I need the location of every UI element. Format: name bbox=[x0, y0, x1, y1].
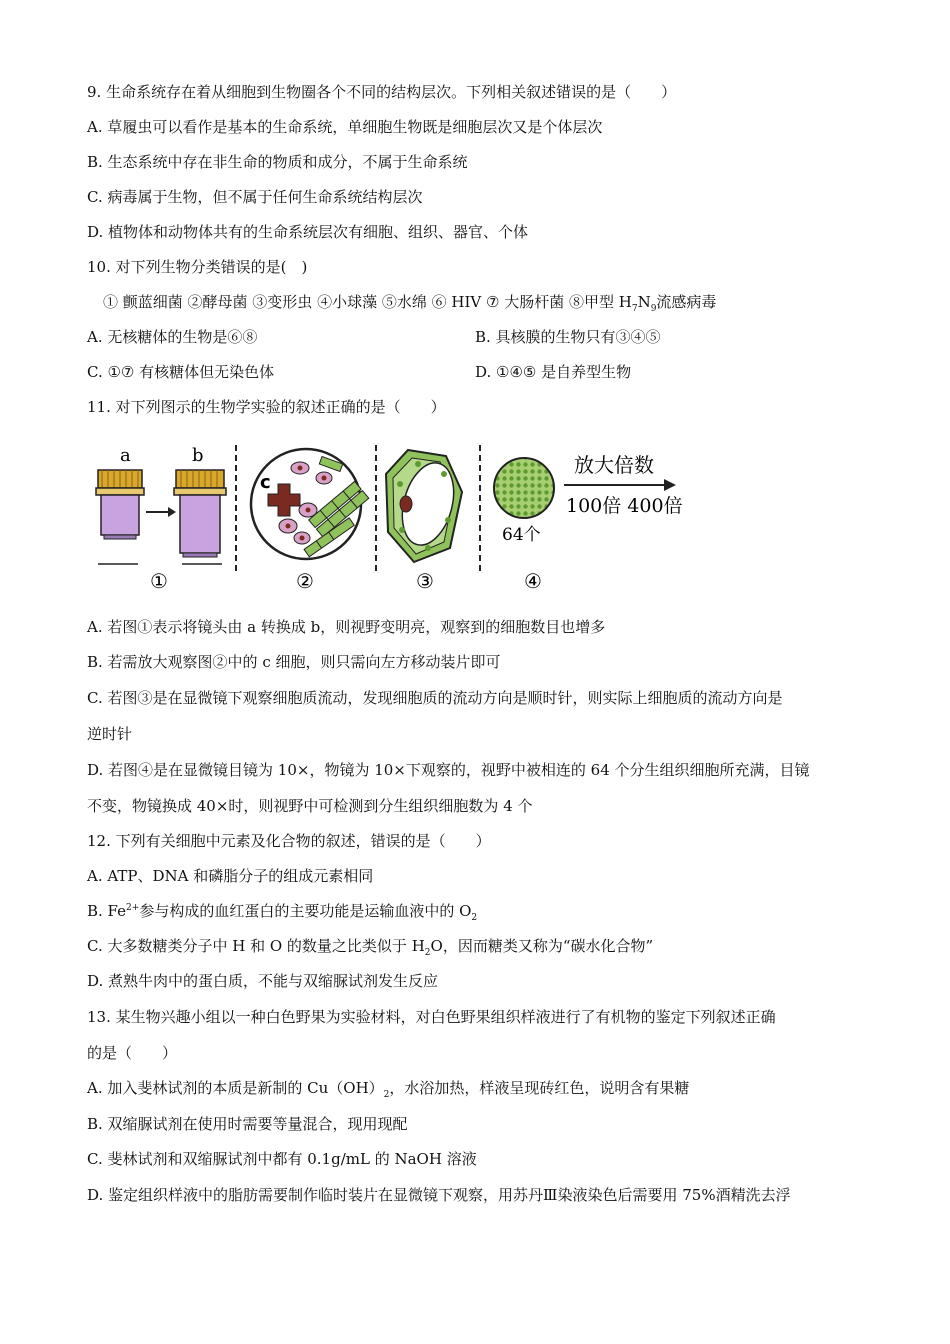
q12-option-d: D. 煮熟牛肉中的蛋白质，不能与双缩脲试剂发生反应 bbox=[87, 972, 439, 990]
magnification-values: 100倍 400倍 bbox=[566, 495, 683, 517]
q11-option-d-line2: 不变，物镜换成 40×时，则视野中可检测到分生组织细胞数为 4 个 bbox=[87, 797, 533, 815]
lens-a-body bbox=[101, 495, 139, 535]
q10-stem: 10. 对下列生物分类错误的是( ) bbox=[87, 258, 308, 276]
lens-a-label: a bbox=[120, 445, 131, 466]
q9-stem: 9. 生命系统存在着从细胞到生物圈各个不同的结构层次。下列相关叙述错误的是（ ） bbox=[87, 83, 677, 101]
q11-stem: 11. 对下列图示的生物学实验的叙述正确的是（ ） bbox=[87, 398, 446, 416]
q11-option-c-line1: C. 若图③是在显微镜下观察细胞质流动，发现细胞质的流动方向是顺时针，则实际上细胞质的流动方向是 bbox=[87, 689, 783, 707]
q13-option-c: C. 斐林试剂和双缩脲试剂中都有 0.1g/mL 的 NaOH 溶液 bbox=[87, 1150, 477, 1168]
cell-c-label: c bbox=[260, 472, 271, 493]
q12-option-a: A. ATP、DNA 和磷脂分子的组成元素相同 bbox=[87, 867, 374, 885]
panel-1-lenses bbox=[96, 445, 226, 593]
q10-option-a: A. 无核糖体的生物是⑥⑧ bbox=[87, 328, 258, 346]
q11-option-b: B. 若需放大观察图②中的 c 细胞，则只需向左方移动装片即可 bbox=[87, 653, 501, 671]
q12-stem: 12. 下列有关细胞中元素及化合物的叙述，错误的是（ ） bbox=[87, 832, 491, 850]
q12-option-c: C. 大多数糖类分子中 H 和 O 的数量之比类似于 $H_2O$，因而糖类又称为“碳水化合物” bbox=[87, 937, 654, 958]
q11-experiment-figure bbox=[88, 440, 688, 598]
lens-b-label: b bbox=[192, 445, 204, 466]
panel-3-label: ③ bbox=[416, 569, 434, 593]
q9-option-c: C. 病毒属于生物，但不属于任何生命系统结构层次 bbox=[87, 188, 423, 206]
panel-4-label: ④ bbox=[524, 569, 542, 593]
lens-b-body bbox=[180, 495, 220, 553]
q13-option-a: A. 加入斐林试剂的本质是新制的 $Cu(OH)_2$，水浴加热，样液呈现砖红色，说明含有果糖 bbox=[87, 1079, 690, 1100]
q13-stem-line1: 13. 某生物兴趣小组以一种白色野果为实验材料，对白色野果组织样液进行了有机物的鉴定下列叙述正确 bbox=[87, 1008, 776, 1026]
q11-option-c-line2: 逆时针 bbox=[87, 725, 133, 743]
q10-option-d: D. ①④⑤ 是自养型生物 bbox=[475, 363, 632, 381]
panel-3-plant-cell bbox=[386, 450, 462, 593]
q12-option-b: B. $Fe^{2+}$参与构成的血红蛋白的主要功能是运输血液中的 $O_2$ bbox=[87, 902, 478, 923]
q9-option-a: A. 草履虫可以看作是基本的生命系统，单细胞生物既是细胞层次又是个体层次 bbox=[87, 118, 603, 136]
nucleus bbox=[400, 496, 412, 512]
q9-option-d: D. 植物体和动物体共有的生命系统层次有细胞、组织、器官、个体 bbox=[87, 223, 529, 241]
panel-4-tissue bbox=[494, 453, 683, 593]
q10-organism-list: ① 颤蓝细菌 ②酵母菌 ③变形虫 ④小球藻 ⑤水绵 ⑥ HIV ⑦ 大肠杆菌 ⑧甲型 $H_7N_9$流感病毒 bbox=[103, 293, 717, 314]
cell-count: 64个 bbox=[502, 525, 541, 545]
q10-option-b: B. 具核膜的生物只有③④⑤ bbox=[475, 328, 661, 346]
q13-option-d: D. 鉴定组织样液中的脂肪需要制作临时装片在显微镜下观察，用苏丹Ⅲ染液染色后需要用 75%酒精洗去浮 bbox=[87, 1186, 791, 1204]
q13-option-b: B. 双缩脲试剂在使用时需要等量混合，现用现配 bbox=[87, 1115, 408, 1133]
q9-option-b: B. 生态系统中存在非生命的物质和成分，不属于生命系统 bbox=[87, 153, 468, 171]
q13-stem-line2: 的是（ ） bbox=[87, 1044, 178, 1062]
panel-1-label: ① bbox=[150, 569, 168, 593]
meristem-field bbox=[494, 458, 554, 518]
panel-2-label: ② bbox=[296, 569, 314, 593]
q11-option-a: A. 若图①表示将镜头由 a 转换成 b，则视野变明亮，观察到的细胞数目也增多 bbox=[87, 618, 606, 636]
q10-option-c: C. ①⑦ 有核糖体但无染色体 bbox=[87, 363, 275, 381]
magnification-title: 放大倍数 bbox=[574, 453, 654, 477]
q11-option-d-line1: D. 若图④是在显微镜目镜为 10×，物镜为 10×下观察的，视野中被相连的 64 个分生组织细胞所充满，目镜 bbox=[87, 761, 810, 779]
panel-2-field bbox=[251, 449, 369, 593]
